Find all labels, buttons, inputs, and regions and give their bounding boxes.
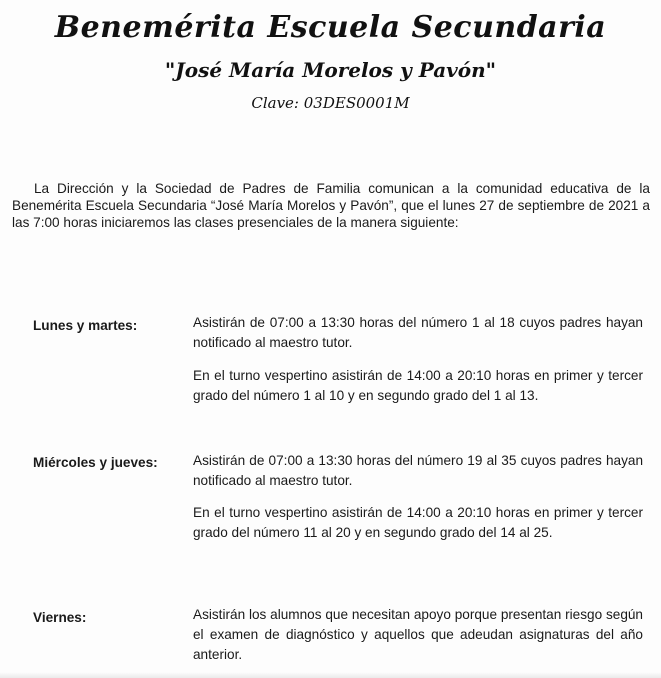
school-name: Benemérita Escuela Secundaria xyxy=(54,10,607,45)
schedule-text-lunes-martes-1: Asistirán de 07:00 a 13:30 horas del número 1 al 18 cuyos padres hayan notificado al maestro tutor. xyxy=(193,315,643,350)
schedule-text-miercoles-jueves-2: En el turno vespertino asistirán de 14:00 a 20:10 horas en primer y tercer grado del número 11 al 20 y en segundo grado del 14 al 25. xyxy=(193,505,643,540)
page-edge-shadow xyxy=(0,672,661,678)
schedule-text-lunes-martes-2: En el turno vespertino asistirán de 14:00 a 20:10 horas en primer y tercer grado del número 1 al 10 y en segundo grado del 1 al 13. xyxy=(193,368,643,403)
school-clave: Clave: 03DES0001M xyxy=(251,94,410,112)
schedule-label-lunes-martes: Lunes y martes: xyxy=(33,318,138,333)
schedule-text-miercoles-jueves-1: Asistirán de 07:00 a 13:30 horas del número 19 al 35 cuyos padres hayan notificado al maestro tutor. xyxy=(193,453,643,488)
school-subtitle: "José María Morelos y Pavón" xyxy=(164,58,497,82)
schedule-label-viernes: Viernes: xyxy=(33,610,87,625)
schedule-label-miercoles-jueves: Miércoles y jueves: xyxy=(33,455,158,470)
intro-paragraph: La Dirección y la Sociedad de Padres de Familia comunican a la comunidad educativa de la Benemérita Escuela Secundaria “José María Morelos y Pavón”, que el lunes 27 de septiembre de 2021 a las 7:00 horas iniciaremos las clases presenciales de la manera siguiente: xyxy=(12,181,650,230)
schedule-text-viernes: Asistirán los alumnos que necesitan apoyo porque presentan riesgo según el examen de diagnóstico y aquellos que adeudan asignaturas del año anterior. xyxy=(193,607,643,662)
